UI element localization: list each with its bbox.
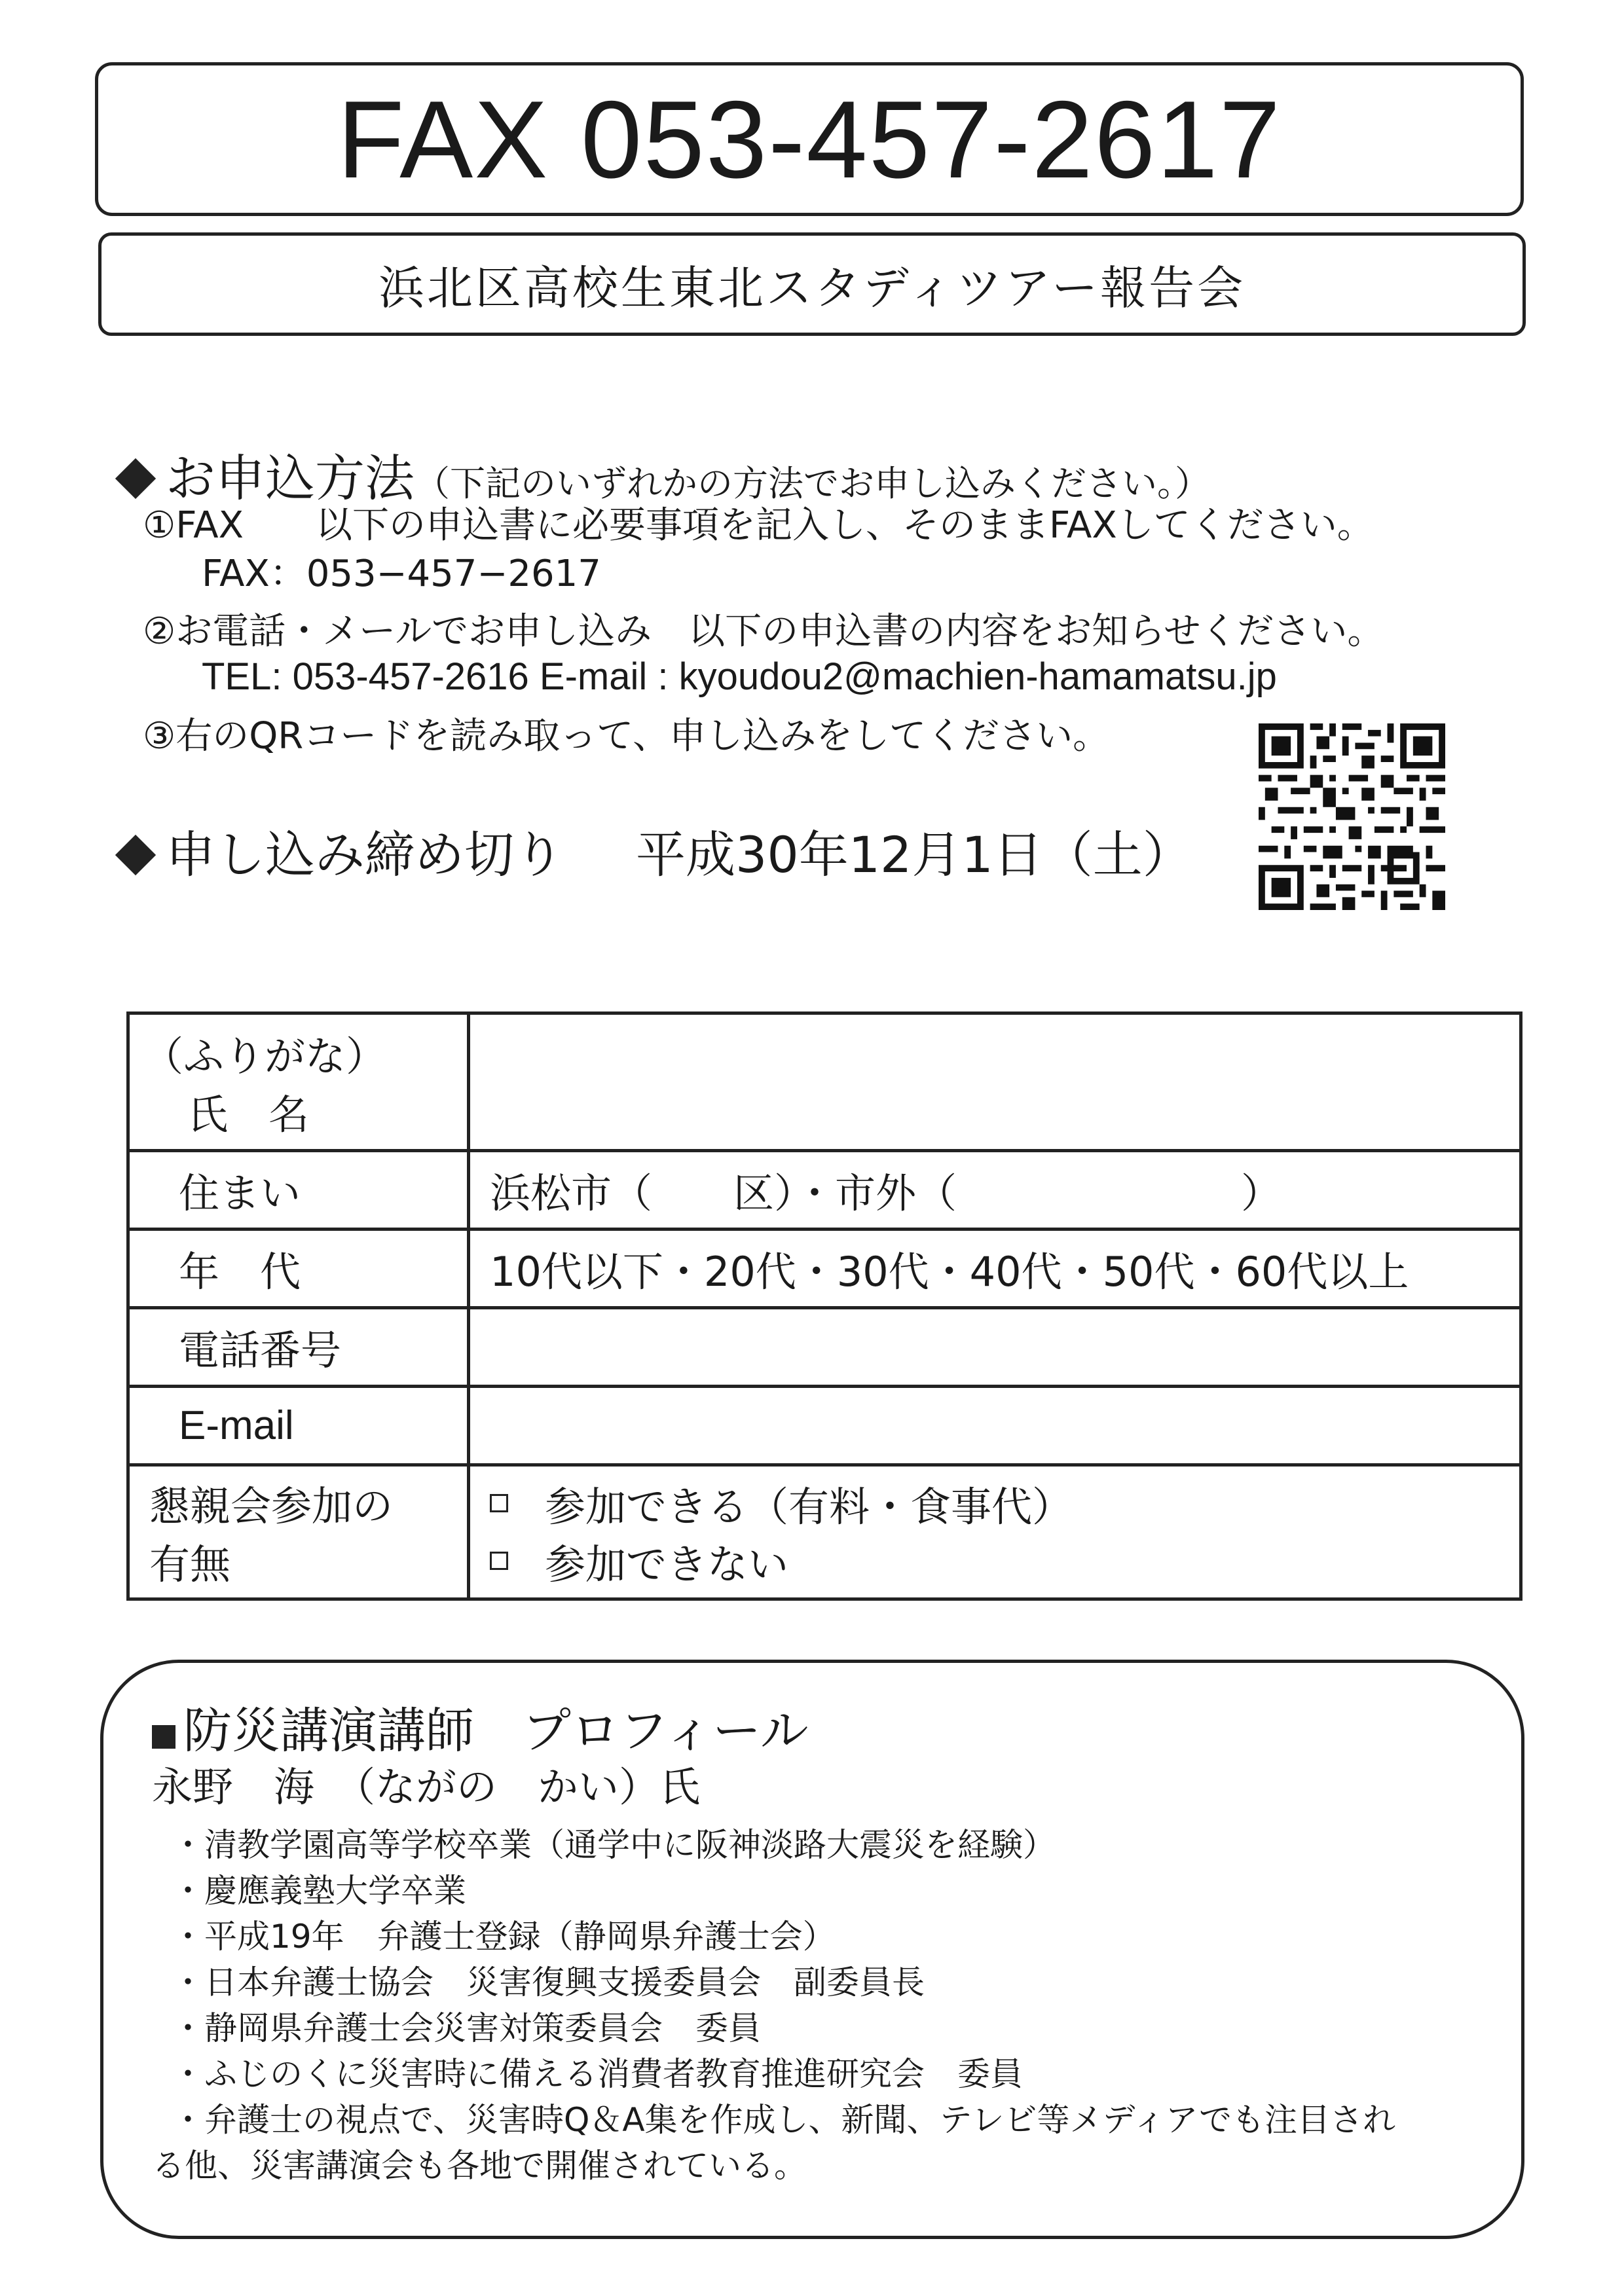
profile-item: ・ふじのくに災害時に備える消費者教育推進研究会 委員 [172, 2055, 1023, 2093]
method-1-text: 以下の申込書に必要事項を記入し、そのままFAXしてください。 [315, 504, 1374, 547]
party-options [469, 1465, 1521, 1599]
form-row-name [128, 1013, 1521, 1151]
form-row-age [128, 1230, 1521, 1308]
event-title-box [98, 232, 1526, 336]
profile-item: ・慶應義塾大学卒業 [172, 1872, 466, 1910]
name-label: 氏 名 [187, 1090, 310, 1139]
party-label-line-1: 懇親会参加の [149, 1482, 394, 1530]
profile-item: ・日本弁護士協会 災害復興支援委員会 副委員長 [172, 1963, 925, 2001]
party-option-no[interactable] [490, 1532, 1519, 1590]
diamond-icon [115, 835, 156, 875]
method-2: ②お電話・メールでお申し込み 以下の申込書の内容をお知らせください。 [143, 610, 1384, 653]
method-1 [143, 496, 1374, 549]
profile-heading: 防災講演講師 プロフィール [152, 1692, 809, 1762]
profile-item: ・清教学園高等学校卒業（通学中に阪神淡路大震災を経験） [172, 1826, 1056, 1864]
speaker-name: 永野 海 （ながの かい）氏 [152, 1763, 701, 1811]
phone-label: 電話番号 [128, 1308, 469, 1387]
checkbox-icon[interactable] [490, 1494, 508, 1512]
party-option-yes[interactable] [490, 1474, 1519, 1532]
name-furigana-label: （ふりがな） [143, 1032, 387, 1080]
application-form [126, 1011, 1522, 1601]
form-row-address [128, 1151, 1521, 1230]
fax-header-box [95, 62, 1524, 216]
deadline-date: 平成30年12月1日（土） [636, 826, 1192, 884]
deadline-label: 申し込み締め切り [166, 826, 564, 884]
profile-item: ・弁護士の視点で、災害時Q＆A集を作成し、新聞、テレビ等メディアでも注目され [172, 2101, 1396, 2139]
email-label: E-mail [128, 1387, 469, 1465]
square-icon [152, 1725, 175, 1749]
party-label-cell [128, 1465, 469, 1599]
method-2-contact: TEL: 053-457-2616 E-mail : kyoudou2@machien-hamamatsu.jp [202, 655, 1277, 698]
email-field[interactable] [469, 1387, 1521, 1465]
address-label: 住まい [128, 1151, 469, 1230]
phone-field[interactable] [469, 1308, 1521, 1387]
diamond-icon [115, 458, 156, 499]
profile-item: る他、災害講演会も各地で開催されている。 [152, 2147, 807, 2185]
application-heading-note: （下記のいずれかの方法でお申し込みください。） [415, 463, 1210, 504]
qr-code-icon[interactable] [1259, 723, 1445, 910]
name-field[interactable] [469, 1013, 1521, 1151]
party-option-no-label: 参加できない [545, 1540, 789, 1588]
address-field[interactable]: 浜松市（ 区）・市外（ ） [469, 1151, 1521, 1230]
party-option-yes-label: 参加できる（有料・食事代） [545, 1482, 1073, 1531]
profile-item: ・静岡県弁護士会災害対策委員会 委員 [172, 2009, 761, 2047]
name-label-cell [128, 1013, 469, 1151]
checkbox-icon[interactable] [490, 1552, 508, 1570]
method-1-label: ①FAX [143, 504, 244, 547]
form-row-email [128, 1387, 1521, 1465]
form-row-phone [128, 1308, 1521, 1387]
event-title: 浜北区高校生東北スタディツアー報告会 [378, 261, 1246, 315]
profile-item: ・平成19年 弁護士登録（静岡県弁護士会） [172, 1918, 836, 1956]
age-label: 年 代 [128, 1230, 469, 1308]
age-options[interactable]: 10代以下・20代・30代・40代・50代・60代以上 [469, 1230, 1521, 1308]
party-label-line-2: 有無 [149, 1540, 231, 1588]
application-heading: お申込方法（下記のいずれかの方法でお申し込みください。） [115, 439, 1210, 510]
method-1-fax: FAX：053−457−2617 [202, 553, 601, 595]
fax-number-title: FAX 053-457-2617 [337, 77, 1282, 201]
form-row-party [128, 1465, 1521, 1599]
deadline [115, 815, 1192, 886]
method-3: ③右のQRコードを読み取って、申し込みをしてください。 [143, 715, 1110, 757]
